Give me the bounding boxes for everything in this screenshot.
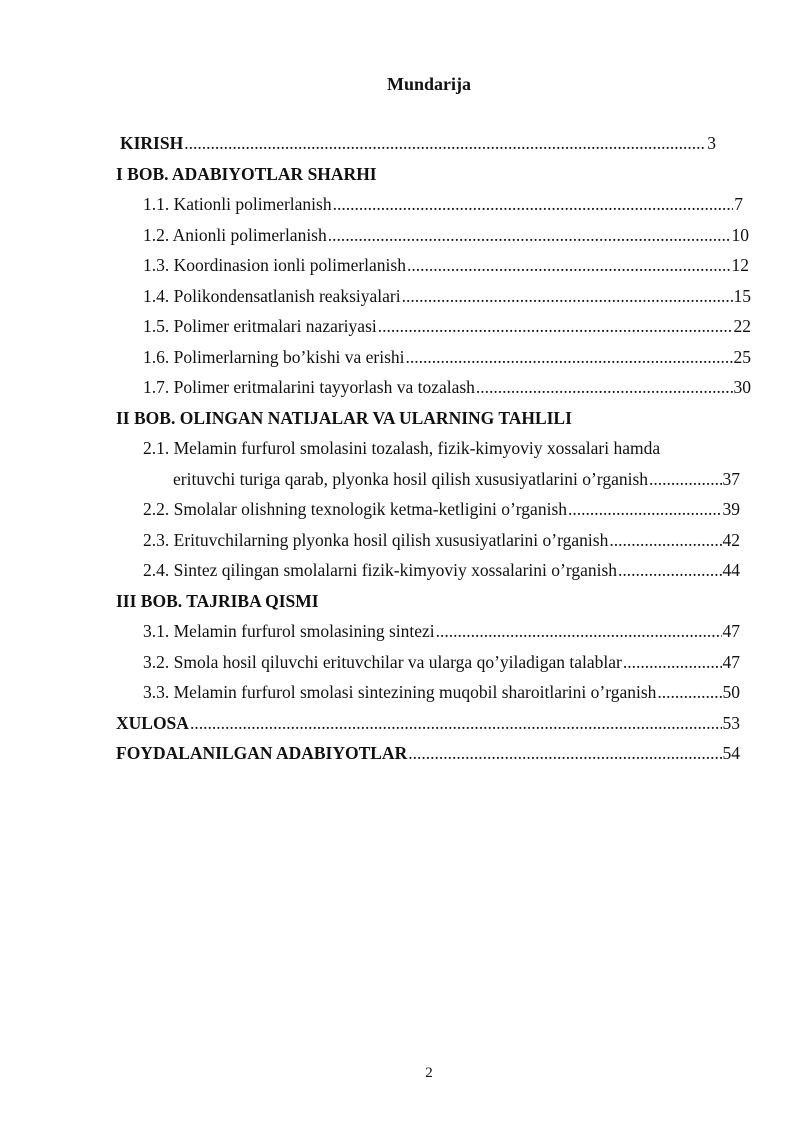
toc-entry-label: XULOSA bbox=[116, 712, 189, 733]
toc-entry-multiline[interactable] bbox=[116, 433, 740, 494]
chapter-heading-label: II BOB. OLINGAN NATIJALAR VA ULARNING TAHLILI bbox=[116, 407, 572, 428]
toc-entry[interactable] bbox=[116, 647, 740, 678]
toc-chapter-1-heading[interactable] bbox=[116, 159, 740, 190]
toc-chapter-2-heading[interactable] bbox=[116, 403, 740, 434]
table-of-contents bbox=[116, 128, 751, 769]
toc-page-number: 44 bbox=[722, 560, 740, 580]
toc-page-number: 25 bbox=[733, 346, 751, 367]
toc-leader-dots bbox=[184, 128, 706, 159]
toc-entry[interactable] bbox=[116, 220, 749, 251]
toc-entry[interactable] bbox=[116, 555, 740, 586]
toc-entry[interactable] bbox=[116, 494, 740, 525]
toc-entry-label: 1.5. Polimer eritmalari nazariyasi bbox=[143, 316, 377, 336]
toc-page-number: 47 bbox=[722, 651, 740, 672]
toc-page-number: 53 bbox=[722, 712, 740, 733]
toc-leader-dots bbox=[378, 311, 733, 342]
toc-page-number: 37 bbox=[722, 468, 740, 489]
toc-entry-label: 1.1. Kationli polimerlanish bbox=[143, 194, 332, 214]
toc-page-number: 47 bbox=[722, 621, 740, 641]
toc-entry[interactable] bbox=[116, 677, 740, 708]
toc-entry[interactable] bbox=[116, 250, 749, 281]
toc-entry-label: 2.3. Erituvchilarning plyonka hosil qilish xususiyatlarini o’rganish bbox=[143, 529, 609, 550]
toc-page-number: 3 bbox=[707, 133, 716, 153]
toc-entry[interactable] bbox=[116, 281, 751, 312]
chapter-heading-label: I BOB. ADABIYOTLAR SHARHI bbox=[116, 163, 377, 184]
page-number-footer: 2 bbox=[425, 1065, 433, 1081]
toc-leader-dots bbox=[406, 342, 733, 373]
toc-entry-label: 1.3. Koordinasion ionli polimerlanish bbox=[143, 255, 406, 275]
toc-page-number: 39 bbox=[722, 499, 740, 519]
toc-entry[interactable] bbox=[116, 342, 751, 373]
toc-leader-dots bbox=[436, 616, 722, 647]
toc-entry-label: FOYDALANILGAN ADABIYOTLAR bbox=[116, 743, 408, 763]
toc-leader-dots bbox=[623, 647, 722, 678]
toc-leader-dots bbox=[328, 220, 731, 251]
toc-entry-label: 2.4. Sintez qilingan smolalarni fizik-kimyoviy xossalarini o’rganish bbox=[143, 560, 618, 580]
toc-page-number: 10 bbox=[731, 224, 749, 245]
toc-page-number: 7 bbox=[734, 194, 743, 214]
toc-page-number: 12 bbox=[731, 255, 749, 275]
toc-page-number: 54 bbox=[722, 743, 740, 763]
toc-leader-dots bbox=[190, 708, 722, 739]
page-title: Mundarija bbox=[386, 74, 471, 94]
toc-entry-label: 3.1. Melamin furfurol smolasining sintezi bbox=[143, 621, 435, 641]
toc-page-number: 42 bbox=[722, 529, 740, 550]
toc-entry-label: 1.6. Polimerlarning bo’kishi va erishi bbox=[143, 346, 405, 367]
toc-entry[interactable] bbox=[116, 311, 751, 342]
toc-leader-dots bbox=[402, 281, 733, 312]
toc-entry-label: KIRISH bbox=[120, 133, 184, 153]
toc-leader-dots bbox=[568, 494, 722, 525]
toc-leader-dots bbox=[408, 738, 721, 769]
toc-leader-dots bbox=[609, 525, 721, 556]
toc-entry[interactable] bbox=[116, 616, 740, 647]
chapter-heading-label: III BOB. TAJRIBA QISMI bbox=[116, 590, 319, 611]
toc-leader-dots bbox=[618, 555, 721, 586]
toc-leader-dots bbox=[649, 464, 721, 495]
toc-page-number: 30 bbox=[733, 377, 751, 397]
toc-entry[interactable] bbox=[116, 189, 743, 220]
toc-page-number: 15 bbox=[733, 285, 751, 306]
toc-entry[interactable] bbox=[116, 372, 751, 403]
toc-entry-label: 1.2. Anionli polimerlanish bbox=[143, 224, 327, 245]
toc-entry-xulosa[interactable] bbox=[116, 708, 740, 739]
toc-leader-dots bbox=[476, 372, 733, 403]
toc-entry-line-2 bbox=[116, 464, 740, 495]
toc-leader-dots bbox=[333, 189, 734, 220]
toc-chapter-3-heading[interactable] bbox=[116, 586, 740, 617]
toc-page-number: 22 bbox=[733, 316, 751, 336]
toc-entry-label: 3.2. Smola hosil qiluvchi erituvchilar va ularga qo’yiladigan talablar bbox=[143, 651, 622, 672]
toc-entry-label: 1.7. Polimer eritmalarini tayyorlash va tozalash bbox=[143, 377, 475, 397]
toc-entry-label-line-2: erituvchi turiga qarab, plyonka hosil qilish xususiyatlarini o’rganish bbox=[173, 468, 649, 489]
toc-page-number: 50 bbox=[722, 682, 740, 702]
toc-entry[interactable] bbox=[116, 525, 740, 556]
toc-entry-kirish[interactable] bbox=[116, 128, 716, 159]
toc-entry-label: 2.2. Smolalar olishning texnologik ketma-ketligini o’rganish bbox=[143, 499, 567, 519]
toc-leader-dots bbox=[407, 250, 731, 281]
toc-leader-dots bbox=[657, 677, 721, 708]
toc-entry-adabiyotlar[interactable] bbox=[116, 738, 740, 769]
toc-entry-label: 3.3. Melamin furfurol smolasi sintezining muqobil sharoitlarini o’rganish bbox=[143, 682, 657, 702]
toc-entry-label-line-1: 2.1. Melamin furfurol smolasini tozalash, fizik-kimyoviy xossalari hamda bbox=[143, 438, 661, 458]
toc-entry-label: 1.4. Polikondensatlanish reaksiyalari bbox=[143, 285, 401, 306]
